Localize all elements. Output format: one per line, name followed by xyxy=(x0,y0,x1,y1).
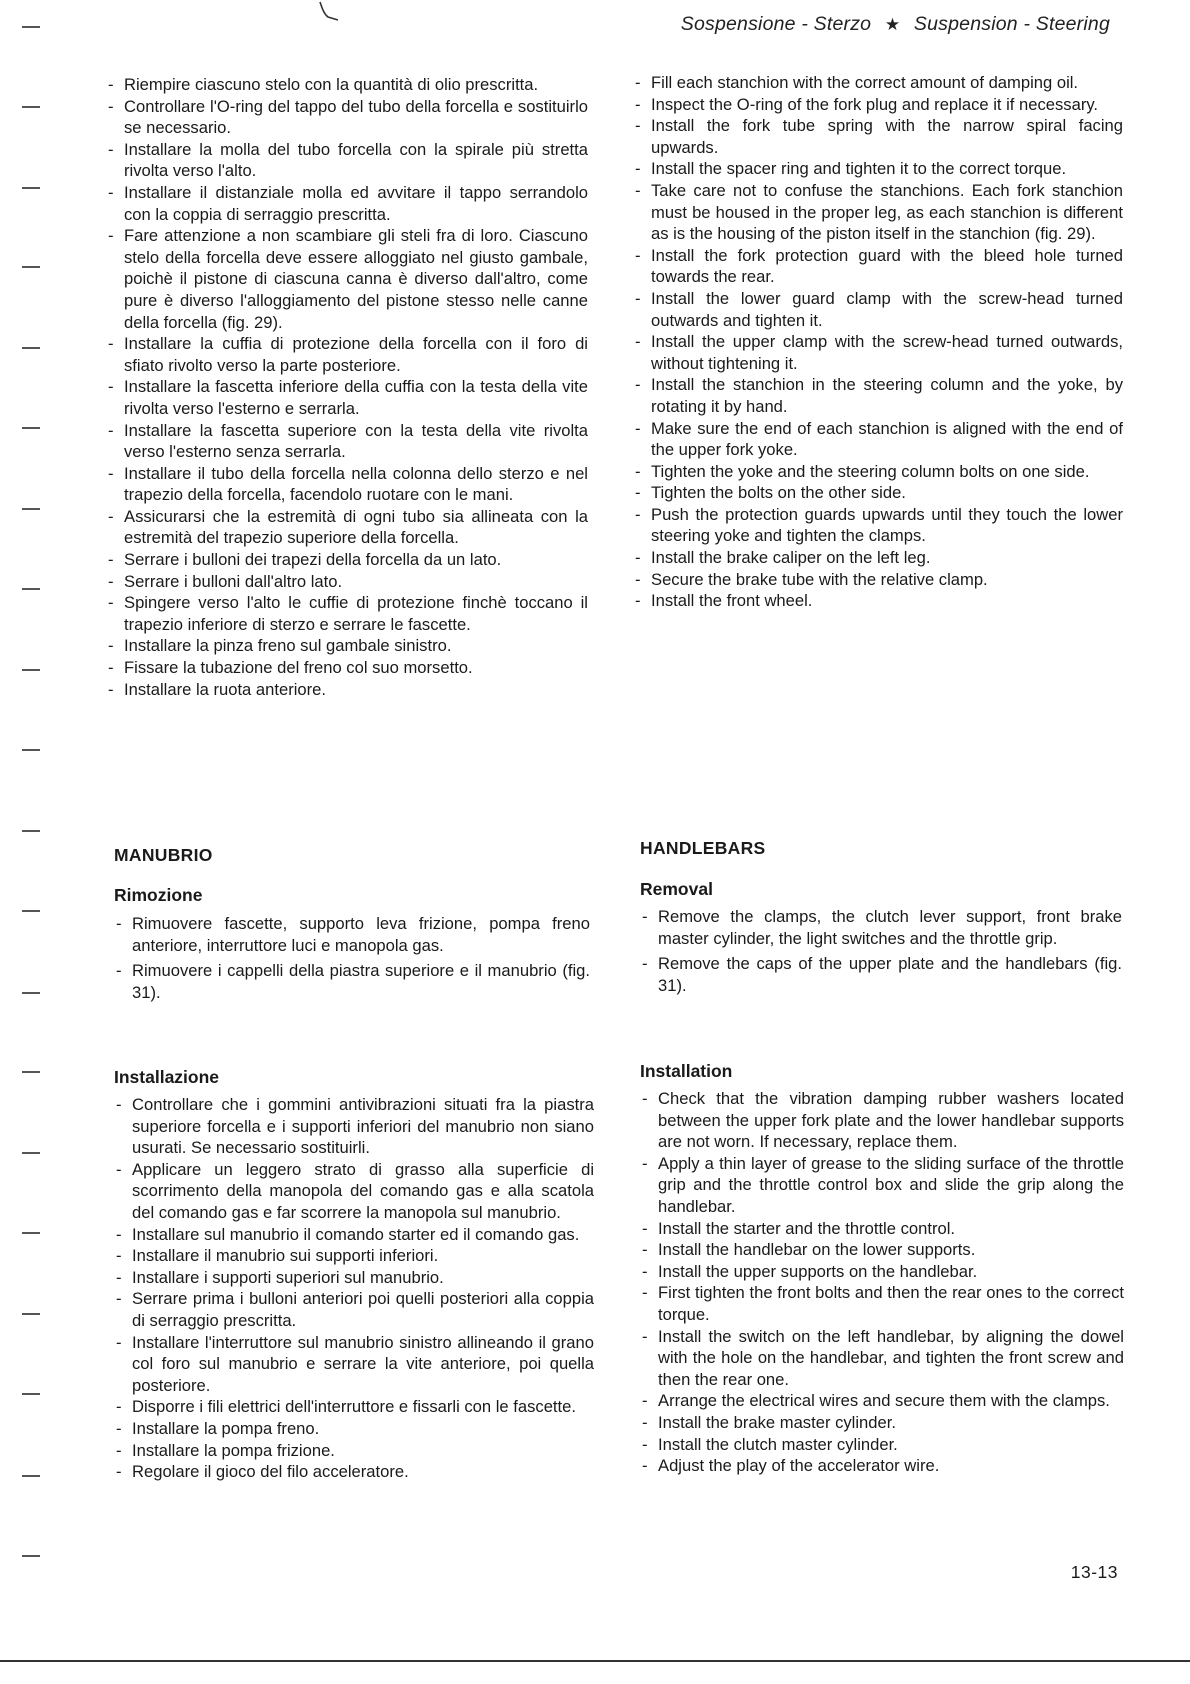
list-item: - Installare la pompa freno. xyxy=(114,1418,594,1440)
italian-fork-assembly xyxy=(106,74,588,700)
italian-removal-list xyxy=(114,913,590,1003)
list-item: - Adjust the play of the accelerator wire. xyxy=(640,1455,1124,1477)
list-item: - Installare il distanziale molla ed avvitare il tappo serrandolo con la coppia di serraggio prescritta. xyxy=(106,182,588,225)
list-item: - Installare la ruota anteriore. xyxy=(106,679,588,701)
list-item: - Push the protection guards upwards until they touch the lower steering yoke and tighten the clamps. xyxy=(633,504,1123,547)
header-english: Suspension - Steering xyxy=(913,13,1110,35)
list-item: - Install the clutch master cylinder. xyxy=(640,1434,1124,1456)
english-removal-list xyxy=(640,906,1122,996)
list-item: - Make sure the end of each stanchion is aligned with the end of the upper fork yoke. xyxy=(633,418,1123,461)
list-item: - Install the upper clamp with the screw-head turned outwards, without tightening it. xyxy=(633,331,1123,374)
list-item: - Spingere verso l'alto le cuffie di protezione finchè toccano il trapezio inferiore di sterzo e serrare le fascette. xyxy=(106,592,588,635)
list-item: - Install the fork tube spring with the narrow spiral facing upwards. xyxy=(633,115,1123,158)
page-number: 13-13 xyxy=(1070,1562,1118,1582)
english-assembly-list xyxy=(633,72,1123,612)
list-item: - Install the upper supports on the handlebar. xyxy=(640,1261,1124,1283)
list-item: - Installare la cuffia di protezione della forcella con il foro di sfiato rivolto verso la parte posteriore. xyxy=(106,333,588,376)
list-item: - Rimuovere fascette, supporto leva frizione, pompa freno anteriore, interruttore luci e manopola gas. xyxy=(114,913,590,956)
list-item: - Secure the brake tube with the relative clamp. xyxy=(633,569,1123,591)
list-item: - Install the stanchion in the steering column and the yoke, by rotating it by hand. xyxy=(633,374,1123,417)
list-item: - Apply a thin layer of grease to the sliding surface of the throttle grip and the throttle control box and slide the grip along the handlebar. xyxy=(640,1153,1124,1218)
english-fork-assembly xyxy=(633,72,1123,612)
list-item: - Install the handlebar on the lower supports. xyxy=(640,1239,1124,1261)
list-item: - Riempire ciascuno stelo con la quantità di olio prescritta. xyxy=(106,74,588,96)
list-item: - Disporre i fili elettrici dell'interruttore e fissarli con le fascette. xyxy=(114,1396,594,1418)
list-item: - Installare la fascetta superiore con la testa della vite rivolta verso l'esterno senza serrarla. xyxy=(106,420,588,463)
list-item: - Take care not to confuse the stanchions. Each fork stanchion must be housed in the proper leg, as each stanchion is different as is the housing of the piston itself in the stanchion (fig. 29). xyxy=(633,180,1123,245)
list-item: - Installare l'interruttore sul manubrio sinistro allineando il grano col foro sul manubrio e serrare la vite anteriore, poi quella posteriore. xyxy=(114,1332,594,1397)
running-header xyxy=(681,13,1110,36)
list-item: - Installare il manubrio sui supporti inferiori. xyxy=(114,1245,594,1267)
list-item: - Arrange the electrical wires and secure them with the clamps. xyxy=(640,1390,1124,1412)
list-item: - Controllare l'O-ring del tappo del tubo della forcella e sostituirlo se necessario. xyxy=(106,96,588,139)
header-italian: Sospensione - Sterzo xyxy=(680,13,872,35)
list-item: - Install the starter and the throttle control. xyxy=(640,1218,1124,1240)
list-item: - Fare attenzione a non scambiare gli steli fra di loro. Ciascuno stelo della forcella deve essere alloggiato nel giusto gambale, poichè il pistone di ciascuna canna è diverso dall'altro, come pure è diverso l'alloggiamento del pistone stesso nelle canne della forcella (fig. 29). xyxy=(106,225,588,333)
list-item: - Tighten the yoke and the steering column bolts on one side. xyxy=(633,461,1123,483)
page-bottom-divider xyxy=(0,1660,1190,1662)
list-item: - Installare sul manubrio il comando starter ed il comando gas. xyxy=(114,1224,594,1246)
list-item: - Fissare la tubazione del freno col suo morsetto. xyxy=(106,657,588,679)
english-removal-title: Removal xyxy=(640,879,713,899)
list-item: - Controllare che i gommini antivibrazioni situati fra la piastra superiore forcella e i supporti inferiori del manubrio non siano usurati. Se necessario sostituirli. xyxy=(114,1094,594,1159)
list-item: - Serrare i bulloni dei trapezi della forcella da un lato. xyxy=(106,549,588,571)
list-item: - Installare la pinza freno sul gambale sinistro. xyxy=(106,635,588,657)
english-install-title: Installation xyxy=(640,1061,733,1081)
list-item: - Check that the vibration damping rubber washers located between the upper fork plate and the lower handlebar supports are not worn. If necessary, replace them. xyxy=(640,1088,1124,1153)
list-item: - Installare la molla del tubo forcella con la spirale più stretta rivolta verso l'alto. xyxy=(106,139,588,182)
list-item: - Install the lower guard clamp with the screw-head turned outwards and tighten it. xyxy=(633,288,1123,331)
english-removal xyxy=(640,906,1122,996)
list-item: - Inspect the O-ring of the fork plug and replace it if necessary. xyxy=(633,94,1123,116)
list-item: - Rimuovere i cappelli della piastra superiore e il manubrio (fig. 31). xyxy=(114,960,590,1003)
italian-removal xyxy=(114,913,590,1003)
list-item: - Install the brake master cylinder. xyxy=(640,1412,1124,1434)
list-item: - Install the spacer ring and tighten it to the correct torque. xyxy=(633,158,1123,180)
list-item: - Serrare i bulloni dall'altro lato. xyxy=(106,571,588,593)
italian-install-title: Installazione xyxy=(114,1067,220,1087)
list-item: - Applicare un leggero strato di grasso alla superficie di scorrimento della manopola del comando gas e alla scatola del comando gas e far scorrere la manopola sul manubrio. xyxy=(114,1159,594,1224)
list-item: - Tighten the bolts on the other side. xyxy=(633,482,1123,504)
italian-assembly-list xyxy=(106,74,588,700)
margin-ticks xyxy=(22,0,52,1684)
english-installation xyxy=(640,1088,1124,1477)
list-item: - Regolare il gioco del filo acceleratore. xyxy=(114,1461,594,1483)
english-install-list xyxy=(640,1088,1124,1477)
italian-install-list xyxy=(114,1094,594,1483)
list-item: - Installare la fascetta inferiore della cuffia con la testa della vite rivolta verso l'esterno e serrarla. xyxy=(106,376,588,419)
list-item: - Assicurarsi che la estremità di ogni tubo sia allineata con la estremità del trapezio superiore della forcella. xyxy=(106,506,588,549)
list-item: - Serrare prima i bulloni anteriori poi quelli posteriori alla coppia di serraggio prescritta. xyxy=(114,1288,594,1331)
list-item: - Installare la pompa frizione. xyxy=(114,1440,594,1462)
list-item: - Remove the clamps, the clutch lever support, front brake master cylinder, the light switches and the throttle grip. xyxy=(640,906,1122,949)
star-icon: ★ xyxy=(884,15,901,34)
scan-mark xyxy=(318,0,340,24)
list-item: - Install the brake caliper on the left leg. xyxy=(633,547,1123,569)
list-item: - Installare il tubo della forcella nella colonna dello sterzo e nel trapezio della forcella, facendolo ruotare con le mani. xyxy=(106,463,588,506)
list-item: - Installare i supporti superiori sul manubrio. xyxy=(114,1267,594,1289)
list-item: - Install the switch on the left handlebar, by aligning the dowel with the hole on the handlebar, and tighten the front screw and then the rear one. xyxy=(640,1326,1124,1391)
list-item: - Install the fork protection guard with the bleed hole turned towards the rear. xyxy=(633,245,1123,288)
list-item: - Install the front wheel. xyxy=(633,590,1123,612)
italian-section-title: MANUBRIO xyxy=(114,845,213,865)
english-section-title: HANDLEBARS xyxy=(640,838,766,858)
list-item: - Remove the caps of the upper plate and the handlebars (fig. 31). xyxy=(640,953,1122,996)
italian-installation xyxy=(114,1094,594,1483)
list-item: - First tighten the front bolts and then the rear ones to the correct torque. xyxy=(640,1282,1124,1325)
list-item: - Fill each stanchion with the correct amount of damping oil. xyxy=(633,72,1123,94)
italian-removal-title: Rimozione xyxy=(114,885,203,905)
